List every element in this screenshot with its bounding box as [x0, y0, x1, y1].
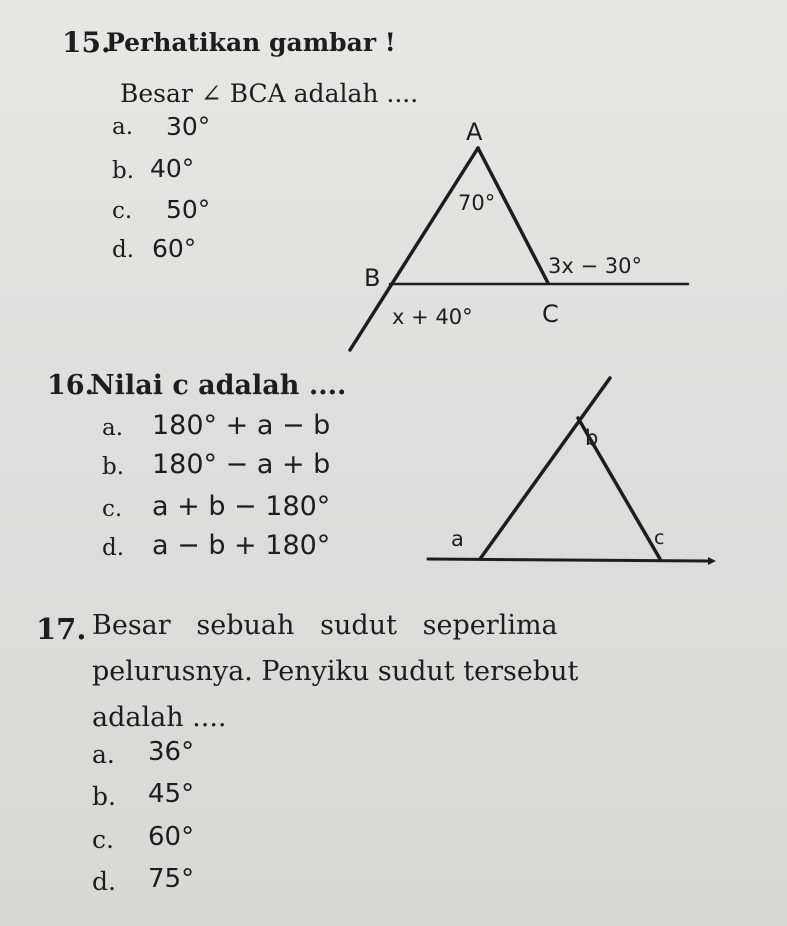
q16-angle-a-label: a [451, 527, 464, 551]
option-value: 60° [152, 234, 197, 263]
q16-side-left [480, 378, 610, 559]
q16-angle-c-label: c [654, 527, 665, 549]
option-value: 50° [166, 195, 211, 224]
option-value: 36° [148, 737, 195, 767]
option-letter: b. [112, 158, 135, 184]
option-letter: c. [112, 198, 133, 224]
q16-prompt: Nilai c adalah .... [90, 370, 347, 401]
option-letter: a. [92, 740, 115, 769]
angle-a-label: 70° [458, 191, 496, 215]
option-letter: c. [92, 825, 114, 854]
option-letter: a. [102, 415, 124, 441]
option-letter: b. [92, 782, 116, 811]
q16-number: 16. [47, 370, 94, 401]
option-value: 180° − a + b [152, 449, 331, 480]
option-value: 40° [150, 154, 195, 183]
q17-text-line3: adalah .... [92, 702, 227, 733]
exterior-angle-label: 3x − 30° [548, 254, 642, 278]
option-letter: d. [92, 867, 116, 896]
option-value: 30° [166, 112, 211, 141]
q15-prompt: Besar ∠ BCA adalah .... [120, 79, 419, 108]
option-value: 45° [148, 779, 195, 809]
q15-number: 15. [62, 26, 111, 59]
option-letter: c. [102, 496, 123, 522]
q16-angle-b-label: b [585, 426, 599, 450]
option-letter: d. [102, 535, 125, 561]
option-letter: a. [112, 114, 134, 140]
q17-number: 17. [36, 612, 87, 646]
option-value: 75° [148, 864, 195, 894]
angle-b-label: x + 40° [392, 305, 473, 329]
triangle-side-ac [478, 148, 548, 283]
option-value: a + b − 180° [152, 491, 331, 522]
q16-base-line [428, 559, 708, 561]
q17-text-line1: Besar sebuah sudut seperlima [92, 610, 558, 641]
q17-text-line2: pelurusnya. Penyiku sudut tersebut [92, 656, 579, 687]
option-value: 60° [148, 822, 195, 852]
arrowhead-icon [708, 557, 716, 565]
q15-title: Perhatikan gambar ! [106, 28, 396, 57]
option-letter: b. [102, 454, 125, 480]
option-value: 180° + a − b [152, 410, 331, 441]
vertex-a-label: A [466, 118, 483, 146]
vertex-b-label: B [364, 264, 381, 292]
option-value: a − b + 180° [152, 530, 331, 561]
vertex-c-label: C [542, 300, 559, 328]
option-letter: d. [112, 237, 135, 263]
